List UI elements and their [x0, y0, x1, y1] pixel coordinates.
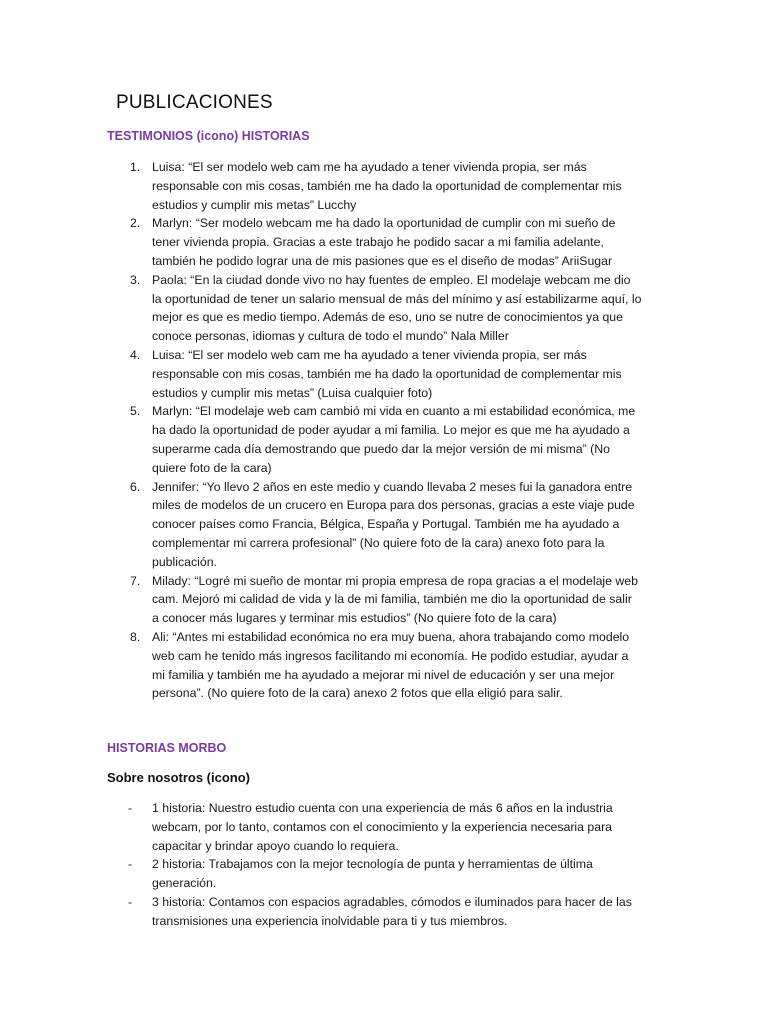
- list-item-text: Marlyn: “El modelaje web cam cambió mi vida en cuanto a mi estabilidad económica, me ha dado la oportunidad de poder ayudar a mi familia. Lo mejor es que me ha ayudado a superarme cada día demostrando que puedo dar la mejor versión de mi misma” (No quiere foto de la cara): [152, 404, 636, 475]
- list-item-text: 2 historia: Trabajamos con la mejor tecnología de punta y herramientas de última generación.: [152, 857, 593, 891]
- list-item: [0, 346, 768, 402]
- list-item: [0, 158, 768, 214]
- list-number: 6.: [130, 479, 141, 494]
- list-item-text: Ali: “Antes mi estabilidad económica no era muy buena, ahora trabajando como modelo web cam he tenido más ingresos facilitando mi economía. He podido estudiar, ayudar a mi familia y también me ha ayudado a mejorar mi nivel de educación y ser una mejor persona”. (No quiere foto de la cara) anexo 2 fotos que ella eligió para salir.: [152, 629, 630, 701]
- list-dash: -: [128, 894, 133, 909]
- list-item: [0, 478, 768, 572]
- testimonios-list: [0, 158, 768, 703]
- list-number: 4.: [130, 347, 141, 362]
- list-number: 3.: [130, 272, 141, 287]
- sobre-nosotros-heading: Sobre nosotros (icono): [107, 770, 250, 785]
- list-item-text: 1 historia: Nuestro estudio cuenta con una experiencia de más 6 años en la industria webcam, por lo tanto, contamos con el conocimiento y la experiencia necesaria para capacitar y brindar apoyo cuando lo requiera.: [152, 801, 613, 853]
- list-item: [0, 855, 768, 893]
- list-number: 1.: [130, 160, 141, 174]
- list-number: 8.: [130, 629, 141, 644]
- testimonios-heading: TESTIMONIOS (icono) HISTORIAS: [107, 129, 310, 143]
- page-title: PUBLICACIONES: [116, 92, 273, 113]
- list-dash: -: [128, 801, 133, 815]
- list-item-text: Jennifer: “Yo llevo 2 años en este medio y cuando llevaba 2 meses fui la ganadora entre miles de modelos de un crucero en Europa para dos personas, gracias a este viaje pude conocer países como Francia, Bélgica, España y Portugal. También me ha ayudado a complementar mi carrera profesional” (No quiere foto de la cara) anexo foto para la publicación.: [152, 479, 635, 569]
- list-item: [0, 572, 768, 628]
- list-item-text: Milady: “Logré mi sueño de montar mi propia empresa de ropa gracias a el modelaje web cam. Mejoró mi calidad de vida y la de mi familia, también me dio la oportunidad de salir a conocer más lugares y terminar mis estudios” (No quiere foto de la cara): [152, 573, 638, 626]
- list-number: 5.: [130, 404, 141, 419]
- historias-list: [0, 799, 768, 931]
- list-number: 7.: [130, 573, 141, 588]
- list-item: [0, 402, 768, 477]
- list-item-text: Luisa: “El ser modelo web cam me ha ayudado a tener vivienda propia, ser más responsable con mis cosas, también me ha dado la oportunidad de complementar mis estudios y cumplir mis metas” Lucchy: [152, 160, 622, 212]
- historias-heading: HISTORIAS MORBO: [107, 741, 227, 755]
- list-item: [0, 271, 768, 346]
- list-item: [0, 799, 768, 855]
- list-dash: -: [128, 857, 133, 872]
- list-item-text: 3 historia: Contamos con espacios agradables, cómodos e iluminados para hacer de las transmisiones una experiencia inolvidable para ti y tus miembros.: [152, 894, 632, 928]
- list-item: [0, 214, 768, 270]
- list-item: [0, 628, 768, 703]
- list-item-text: Paola: “En la ciudad donde vivo no hay fuentes de empleo. El modelaje webcam me dio la oportunidad de tener un salario mensual de más del mínimo y así estabilizarme aquí, lo mejor es que es medio tiempo. Además de eso, uno se nutre de conocimientos ya que conoce personas, idiomas y cultura de todo el mundo” Nala Miller: [152, 272, 642, 344]
- list-number: 2.: [130, 216, 141, 231]
- list-item: [0, 893, 768, 931]
- list-item-text: Marlyn: “Ser modelo webcam me ha dado la oportunidad de cumplir con mi sueño de tener vivienda propia. Gracias a este trabajo he podido sacar a mi familia adelante, también he podido lograr una de mis pasiones que es el diseño de modas” AriiSugar: [152, 216, 616, 268]
- list-item-text: Luisa: “El ser modelo web cam me ha ayudado a tener vivienda propia, ser más responsable con mis cosas, también me ha dado la oportunidad de complementar mis estudios y cumplir mis metas” (Luisa cualquier foto): [152, 347, 622, 400]
